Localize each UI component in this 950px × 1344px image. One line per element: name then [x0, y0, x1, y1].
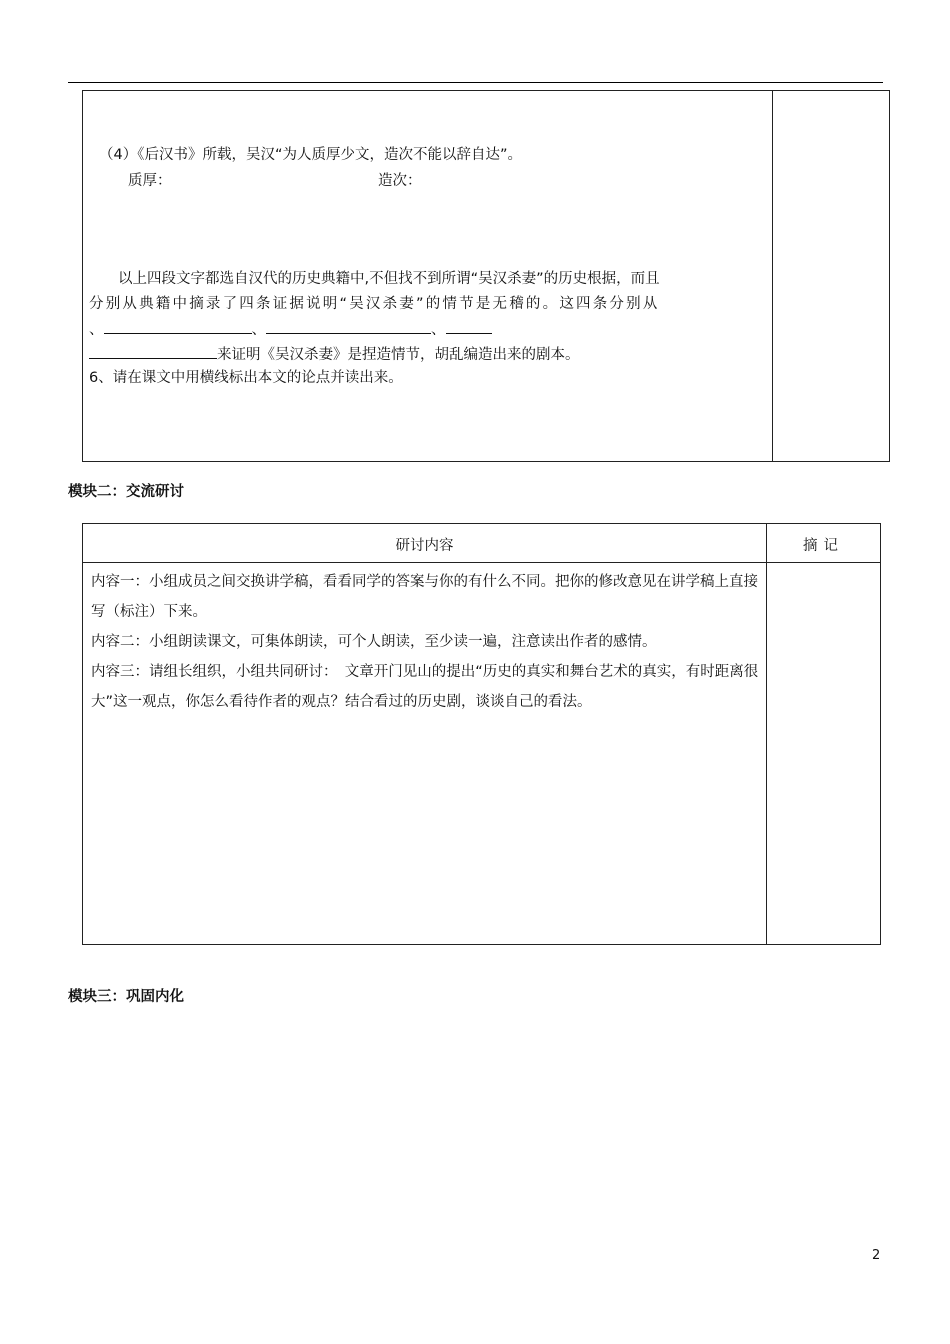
paragraph-line-1: 以上四段文字都选自汉代的历史典籍中,不但找不到所谓“吴汉杀妻”的历史根据，而且 — [118, 271, 660, 287]
separator-mark: 、 — [431, 322, 446, 338]
header-rule — [68, 82, 883, 83]
discussion-table — [82, 523, 881, 945]
question-4: （4）《后汉书》所载，吴汉“为人质厚少文，造次不能以辞自达”。 — [99, 147, 522, 163]
content-item-1: 内容一：小组成员之间交换讲学稿，看看同学的答案与你的有什么不同。把你的修改意见在讲学稿上直接写（标注）下来。 — [91, 574, 758, 620]
header-notes: 摘记 — [803, 538, 844, 554]
question-6: 6、请在课文中用横线标出本文的论点并读出来。 — [89, 370, 403, 386]
table-column-divider — [766, 524, 767, 944]
conclusion-text: 来证明《吴汉杀妻》是捏造情节，胡乱编造出来的剧本。 — [217, 347, 580, 363]
discussion-content — [91, 567, 759, 717]
blank-4[interactable] — [446, 319, 492, 334]
content-item-3: 内容三：请组长组织，小组共同研讨： 文章开门见山的提出“历史的真实和舞台艺术的真实，有时距离很大”这一观点，你怎么看待作者的观点？结合看过的历史剧，谈谈自己的看法。 — [91, 664, 759, 710]
paragraph-line-2: 分别从典籍中摘录了四条证据说明“吴汉杀妻”的情节是无稽的。这四条分别从 — [89, 296, 660, 312]
label-zhihou: 质厚： — [128, 173, 172, 189]
table-column-divider — [772, 91, 773, 461]
separator-mark: 、 — [251, 322, 266, 338]
page-number: 2 — [872, 1248, 881, 1263]
module-3-title: 模块三：巩固内化 — [68, 989, 184, 1005]
header-discussion-content: 研讨内容 — [395, 538, 454, 554]
blank-3[interactable] — [266, 319, 431, 334]
table-header-divider — [83, 562, 880, 563]
fill-blanks-line — [89, 319, 492, 340]
blank-2[interactable] — [104, 319, 252, 334]
blank-4-continued[interactable] — [89, 344, 217, 359]
label-zaoci: 造次： — [378, 173, 422, 189]
exercise-table — [82, 90, 890, 462]
module-2-title: 模块二：交流研讨 — [68, 484, 184, 500]
content-item-2: 内容二：小组朗读课文，可集体朗读，可个人朗读，至少读一遍，注意读出作者的感情。 — [91, 634, 657, 650]
conclusion-line — [89, 344, 580, 365]
separator-mark: 、 — [89, 322, 104, 338]
